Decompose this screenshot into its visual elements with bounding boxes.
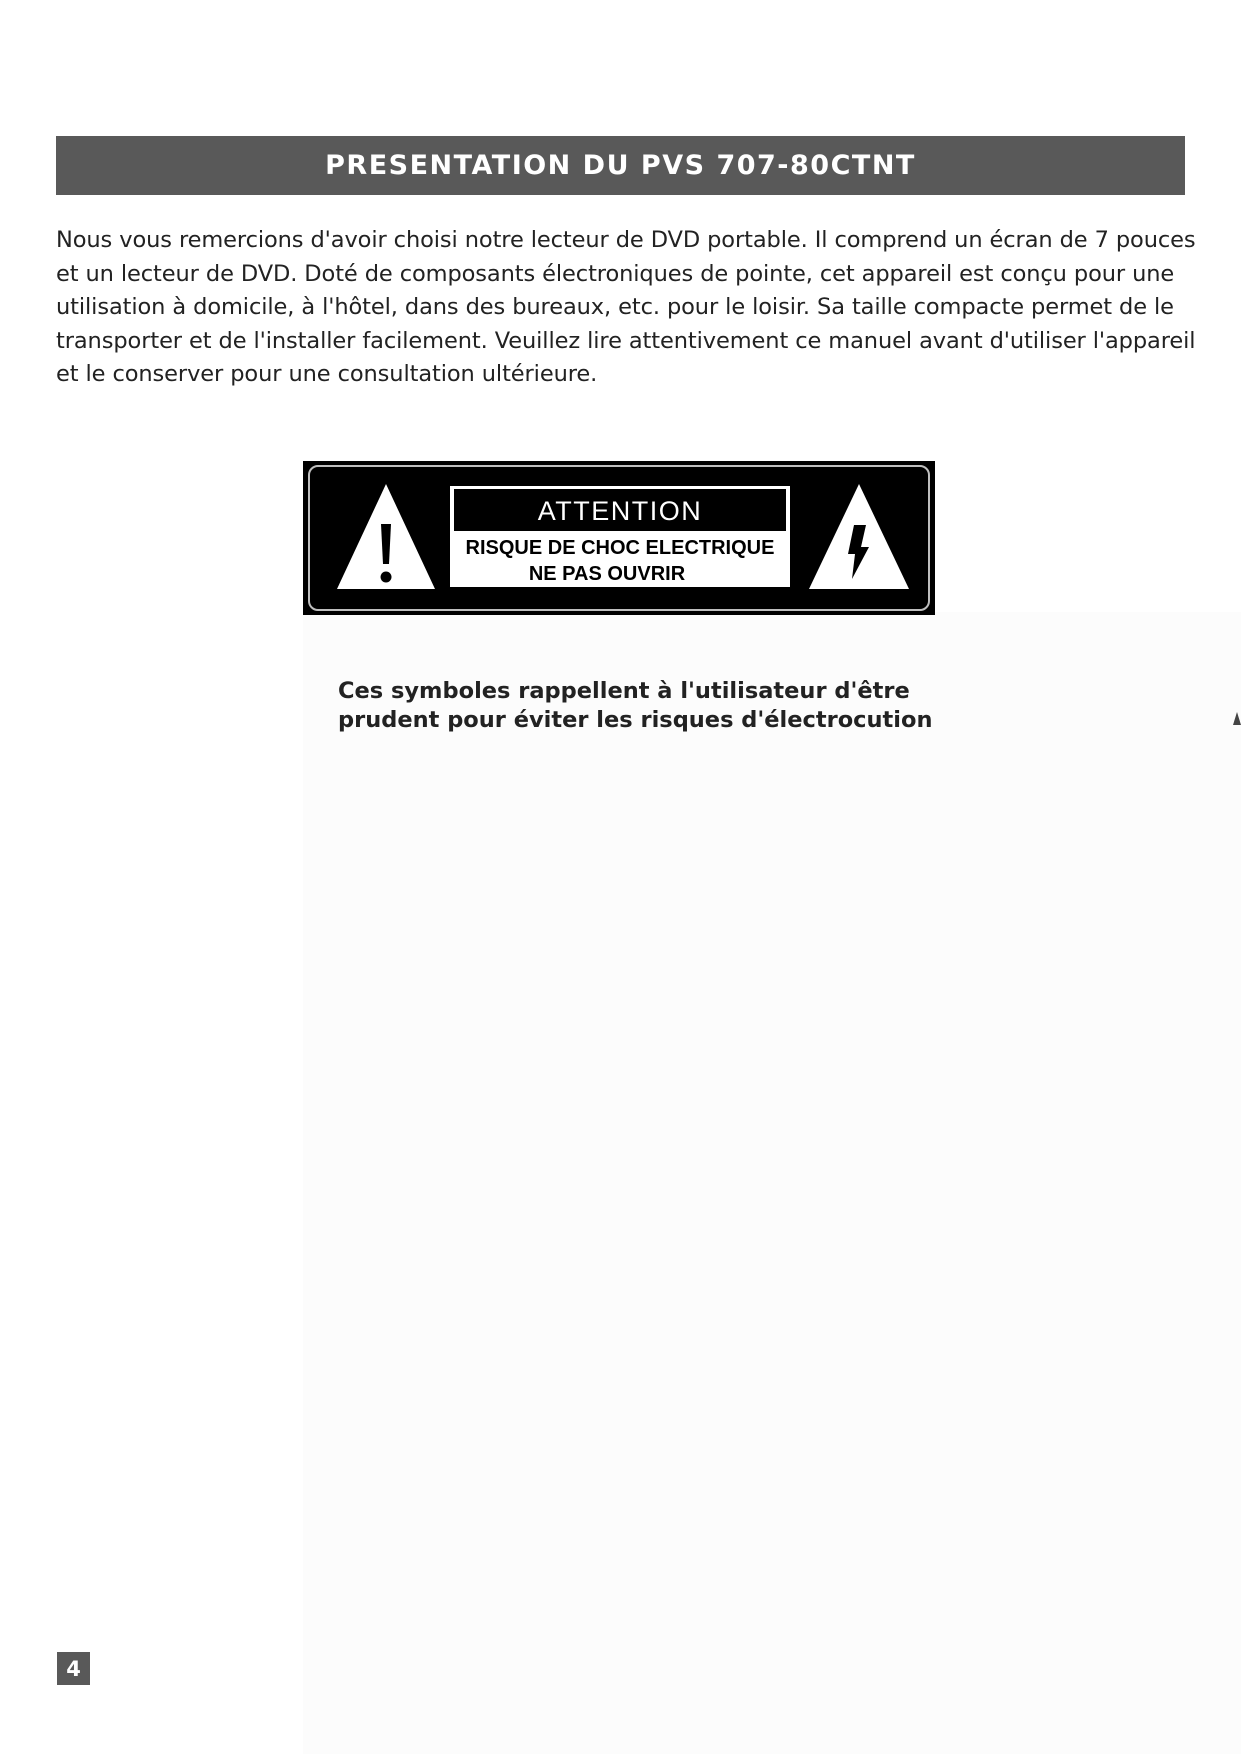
warning-label <box>303 461 935 615</box>
symbols-caption <box>338 677 1038 735</box>
label-warning-line2: NE PAS OUVRIR <box>528 563 686 585</box>
label-warning-line1: RISQUE DE CHOC ELECTRIQUE <box>465 537 775 559</box>
caption-line-1: Ces symboles rappellent à l'utilisateur d'être <box>338 678 910 704</box>
label-heading: ATTENTION <box>537 496 703 526</box>
caption-line-2: prudent pour éviter les risques d'électrocution <box>338 707 933 733</box>
section-title-bar <box>56 136 1185 195</box>
page-number: 4 <box>57 1652 90 1685</box>
section-title: PRESENTATION DU PVS 707-80CTNT <box>325 150 916 181</box>
background-panel <box>303 612 1241 1754</box>
edge-triangle-mark <box>1233 712 1241 725</box>
intro-paragraph: Nous vous remercions d'avoir choisi notre lecteur de DVD portable. Il comprend un écran de 7 pouces et un lecteur de DVD. Doté de composants électroniques de pointe, cet appareil est conçu pour une utilisation à domicile, à l'hôtel, dans des bureaux, etc. pour le loisir. Sa taille compacte permet de le transporter et de l'installer facilement. Veuillez lire attentivement ce manuel avant d'utiliser l'appareil et le conserver pour une consultation ultérieure. <box>56 227 1196 388</box>
